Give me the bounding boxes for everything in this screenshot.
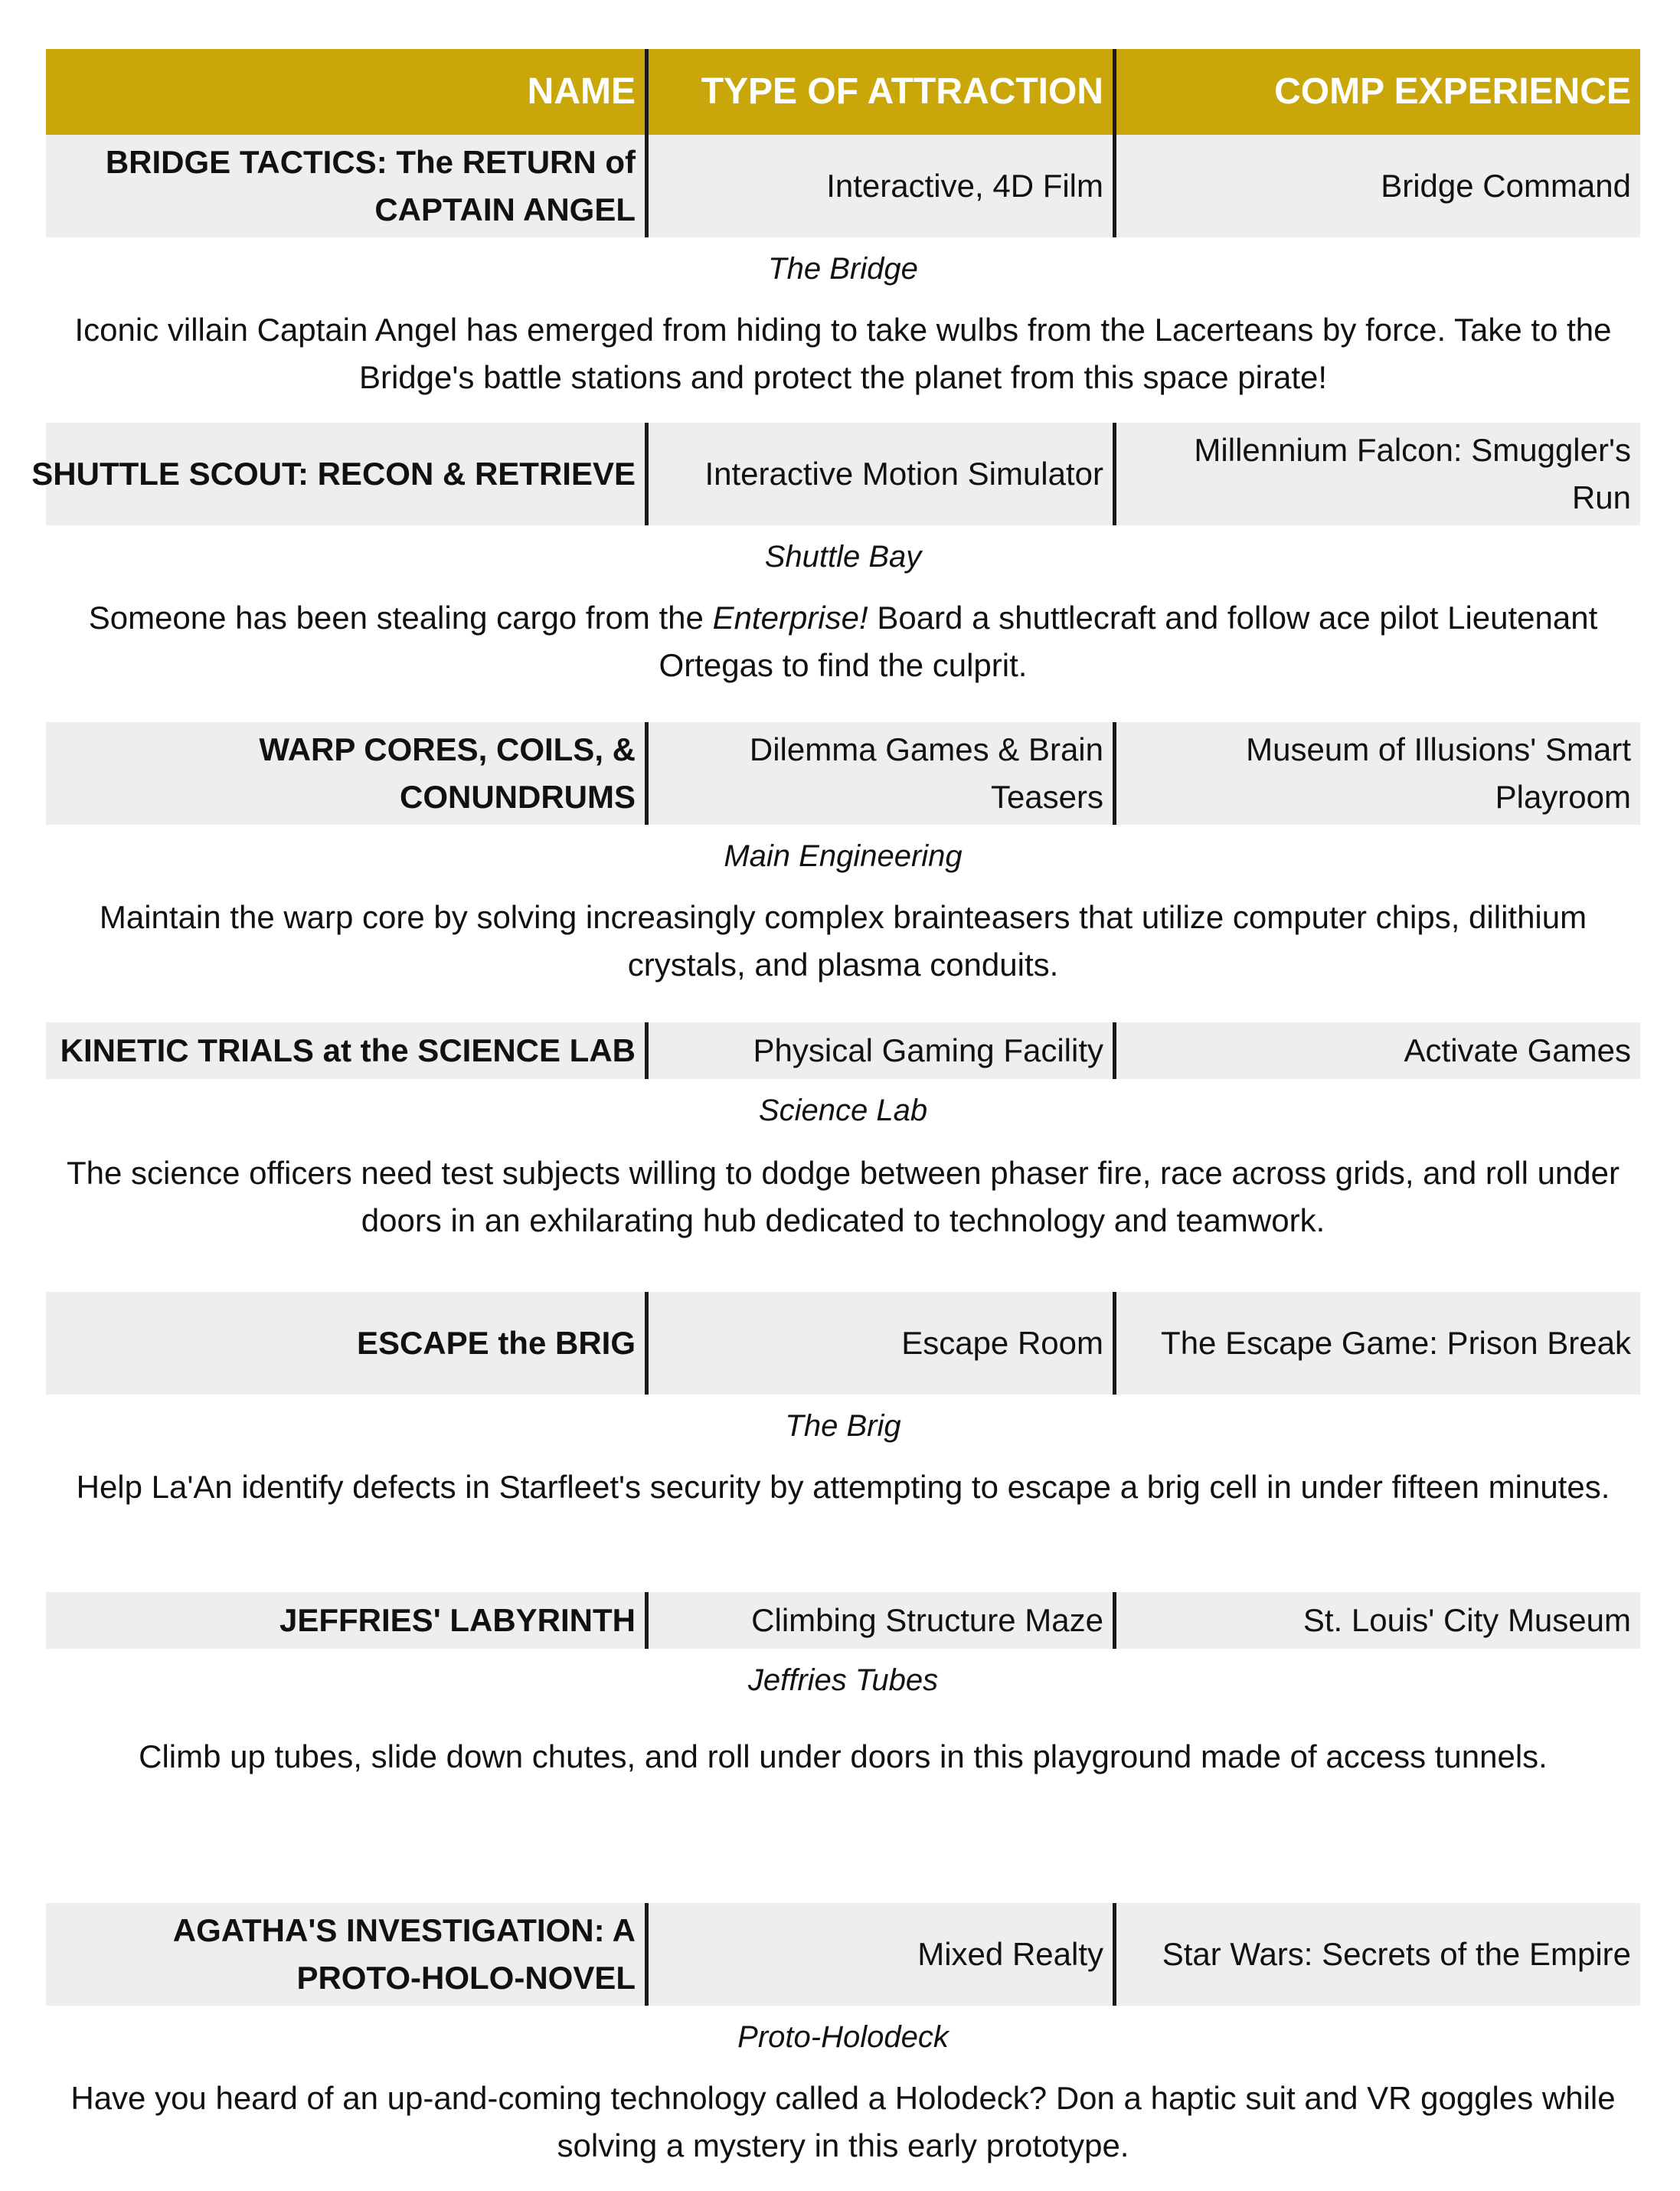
location-label: Proto-Holodeck (737, 2020, 949, 2054)
attraction-description: Have you heard of an up-and-coming technology called a Holodeck? Don a haptic suit and VR goggles while solving a mystery in this early prototype. (70, 2080, 1616, 2163)
attraction-description: Someone has been stealing cargo from the Enterprise! Board a shuttlecraft and follow ace pilot Lieutenant Ortegas to find the culprit. (88, 600, 1598, 683)
header-comp: COMP EXPERIENCE (1274, 71, 1631, 112)
attraction-name: KINETIC TRIALS at the SCIENCE LAB (60, 1032, 636, 1068)
location-label: Jeffries Tubes (747, 1663, 939, 1697)
location-label: The Brig (785, 1409, 901, 1443)
attraction-name: AGATHA'S INVESTIGATION: A PROTO-HOLO-NOVEL (172, 1912, 636, 1996)
attraction-type: Interactive Motion Simulator (704, 456, 1103, 492)
table-row (46, 135, 1640, 237)
comp-experience: Star Wars: Secrets of the Empire (1162, 1936, 1631, 1972)
location-label: The Bridge (768, 252, 918, 286)
attraction-name: WARP CORES, COILS, & CONUNDRUMS (259, 731, 636, 815)
attraction-type: Dilemma Games & Brain Teasers (749, 731, 1103, 815)
header-type: TYPE OF ATTRACTION (701, 71, 1103, 112)
table-row (31, 423, 1640, 525)
attraction-type: Escape Room (901, 1325, 1103, 1361)
comp-experience: Bridge Command (1381, 168, 1631, 204)
header-type-cell (649, 49, 1116, 135)
table-header (46, 49, 1640, 135)
attraction-name: ESCAPE the BRIG (356, 1325, 636, 1361)
attraction-name: JEFFRIES' LABYRINTH (279, 1602, 636, 1638)
table-row (46, 722, 1640, 825)
attraction-description: The science officers need test subjects willing to dodge between phaser fire, race across grids, and roll under doors in an exhilarating hub dedicated to technology and teamwork. (67, 1155, 1620, 1238)
attraction-type: Mixed Realty (917, 1936, 1103, 1972)
comp-experience: The Escape Game: Prison Break (1161, 1325, 1631, 1361)
attraction-name: SHUTTLE SCOUT: RECON & RETRIEVE (31, 456, 636, 492)
comp-experience: St. Louis' City Museum (1302, 1602, 1631, 1638)
attraction-description: Help La'An identify defects in Starfleet's security by attempting to escape a brig cell in under fifteen minutes. (76, 1469, 1610, 1505)
location-label: Main Engineering (724, 839, 963, 873)
comp-experience: Museum of Illusions' Smart Playroom (1246, 731, 1631, 815)
table-row (46, 1022, 1640, 1079)
header-name: NAME (527, 71, 636, 112)
attraction-type: Physical Gaming Facility (753, 1032, 1103, 1068)
table-row (46, 1292, 1640, 1395)
attraction-description: Maintain the warp core by solving increasingly complex brainteasers that utilize computer chips, dilithium crystals, and plasma conduits. (99, 899, 1587, 983)
attraction-name: BRIDGE TACTICS: The RETURN of CAPTAIN ANGEL (105, 144, 636, 227)
header-comp-cell (1116, 49, 1640, 135)
comp-experience: Activate Games (1404, 1032, 1631, 1068)
attraction-description: Iconic villain Captain Angel has emerged from hiding to take wulbs from the Lacerteans by force. Take to the Bridge's battle stations and protect the planet from this space pirate! (74, 312, 1612, 395)
table-row (46, 1592, 1640, 1649)
location-label: Shuttle Bay (764, 540, 922, 574)
attraction-type: Interactive, 4D Film (826, 168, 1103, 204)
header-name-cell (46, 49, 649, 135)
comp-experience: Millennium Falcon: Smuggler's Run (1194, 432, 1631, 515)
attraction-type: Climbing Structure Maze (751, 1602, 1103, 1638)
table-row (46, 1903, 1640, 2006)
location-label: Science Lab (758, 1094, 928, 1127)
attraction-description: Climb up tubes, slide down chutes, and roll under doors in this playground made of access tunnels. (139, 1738, 1548, 1774)
attractions-table (31, 49, 1640, 2191)
